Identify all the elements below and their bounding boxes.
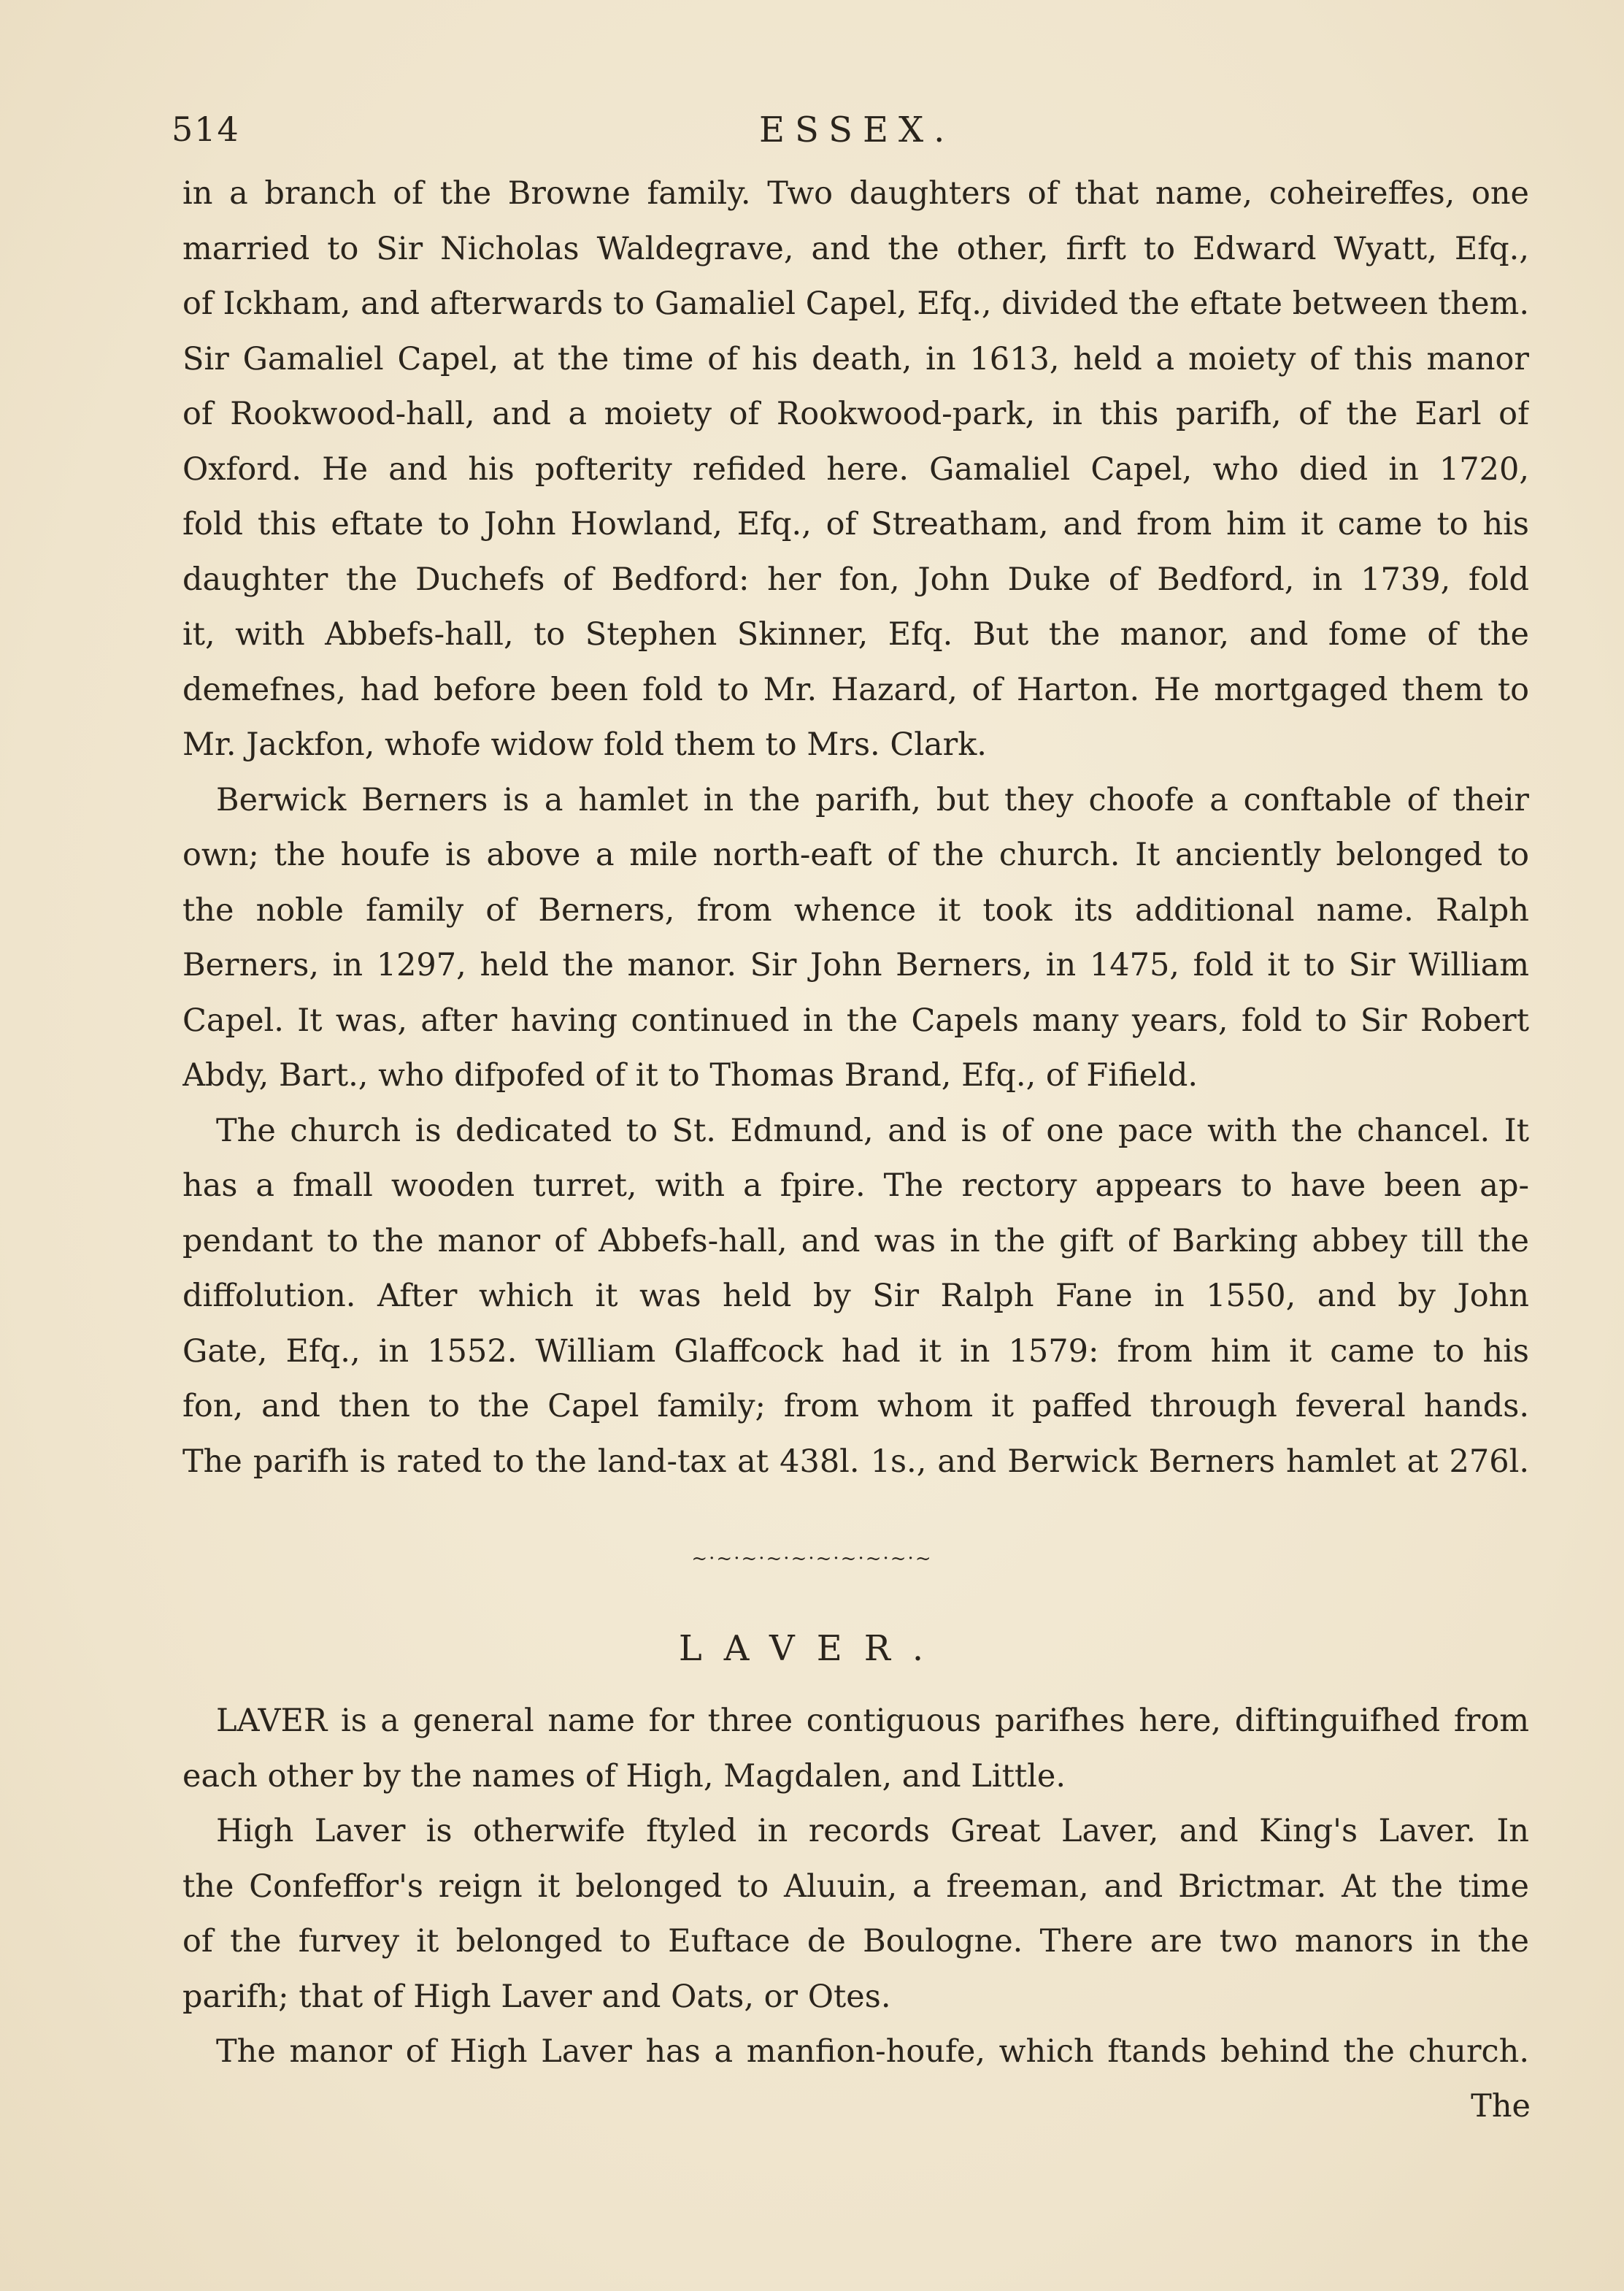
- text-line: the noble family of Berners, from whence it took its additional name. Ralph: [182, 891, 1529, 929]
- catchword: The: [1471, 2088, 1531, 2125]
- text-line: The church is dedicated to St. Edmund, and is of one pace with the chancel. It: [216, 1112, 1529, 1149]
- text-line: of the furvey it belonged to Euftace de Boulogne. There are two manors in the: [182, 1923, 1529, 1960]
- text-line: parifh; that of High Laver and Oats, or Otes.: [182, 1978, 891, 2015]
- text-line: The parifh is rated to the land-tax at 438l. 1s., and Berwick Berners hamlet at 276l.: [182, 1443, 1529, 1480]
- text-line: daughter the Duchefs of Bedford: her fon, John Duke of Bedford, in 1739, fold: [182, 561, 1529, 598]
- text-line: of Rookwood-hall, and a moiety of Rookwood-park, in this parifh, of the Earl of: [182, 396, 1529, 432]
- text-line: of Ickham, and afterwards to Gamaliel Capel, Efq., divided the eftate between them.: [182, 285, 1529, 322]
- ornamental-divider: ~·~·~·~·~·~·~·~·~·~: [691, 1548, 933, 1570]
- text-line: Gate, Efq., in 1552. William Glaffcock had it in 1579: from him it came to his: [182, 1332, 1529, 1370]
- text-line: pendant to the manor of Abbefs-hall, and was in the gift of Barking abbey till the: [182, 1222, 1529, 1259]
- text-line: in a branch of the Browne family. Two daughters of that name, coheireffes, one: [182, 175, 1529, 212]
- text-line: Mr. Jackfon, whofe widow fold them to Mrs. Clark.: [182, 726, 987, 763]
- text-line: Capel. It was, after having continued in the Capels many years, fold to Sir Robert: [182, 1002, 1529, 1039]
- text-line: married to Sir Nicholas Waldegrave, and the other, firft to Edward Wyatt, Efq.,: [182, 230, 1529, 267]
- text-line: LAVER is a general name for three contiguous parifhes here, diftinguifhed from: [216, 1703, 1529, 1739]
- text-line: fon, and then to the Capel family; from whom it paffed through feveral hands.: [182, 1388, 1529, 1424]
- text-line: Berners, in 1297, held the manor. Sir John Berners, in 1475, fold it to Sir William: [182, 947, 1529, 983]
- text-line: own; the houfe is above a mile north-eaft of the church. It anciently belonged to: [182, 837, 1529, 873]
- text-line: the Confeffor's reign it belonged to Aluuin, a freeman, and Brictmar. At the time: [182, 1868, 1529, 1905]
- text-line: Berwick Berners is a hamlet in the parifh, but they choofe a conftable of their: [216, 781, 1529, 818]
- text-line: demefnes, had before been fold to Mr. Hazard, of Harton. He mortgaged them to: [182, 671, 1529, 708]
- running-head: ESSEX.: [759, 110, 955, 150]
- text-line: Abdy, Bart., who difpofed of it to Thomas Brand, Efq., of Fifield.: [182, 1057, 1198, 1094]
- text-line: each other by the names of High, Magdalen, and Little.: [182, 1757, 1066, 1795]
- section-laver-text: [182, 1694, 1529, 2080]
- text-line: Sir Gamaliel Capel, at the time of his death, in 1613, held a moiety of this manor: [182, 340, 1529, 377]
- page-header: [0, 110, 1624, 161]
- page-number: 514: [172, 110, 240, 149]
- section-rookwood-text: [182, 166, 1529, 1489]
- text-line: Oxford. He and his pofterity refided here. Gamaliel Capel, who died in 1720,: [182, 450, 1529, 488]
- text-line: fold this eftate to John Howland, Efq., of Streatham, and from him it came to his: [182, 506, 1529, 542]
- text-line: The manor of High Laver has a manfion-houfe, which ftands behind the church.: [216, 2033, 1529, 2070]
- text-line: High Laver is otherwife ftyled in records Great Laver, and King's Laver. In: [216, 1813, 1529, 1849]
- text-line: it, with Abbefs-hall, to Stephen Skinner, Efq. But the manor, and fome of the: [182, 616, 1529, 653]
- text-line: diffolution. After which it was held by Sir Ralph Fane in 1550, and by John: [182, 1278, 1529, 1314]
- text-line: has a fmall wooden turret, with a fpire. The rectory appears to have been ap-: [182, 1167, 1529, 1204]
- section-title-laver: LAVER.: [678, 1628, 946, 1669]
